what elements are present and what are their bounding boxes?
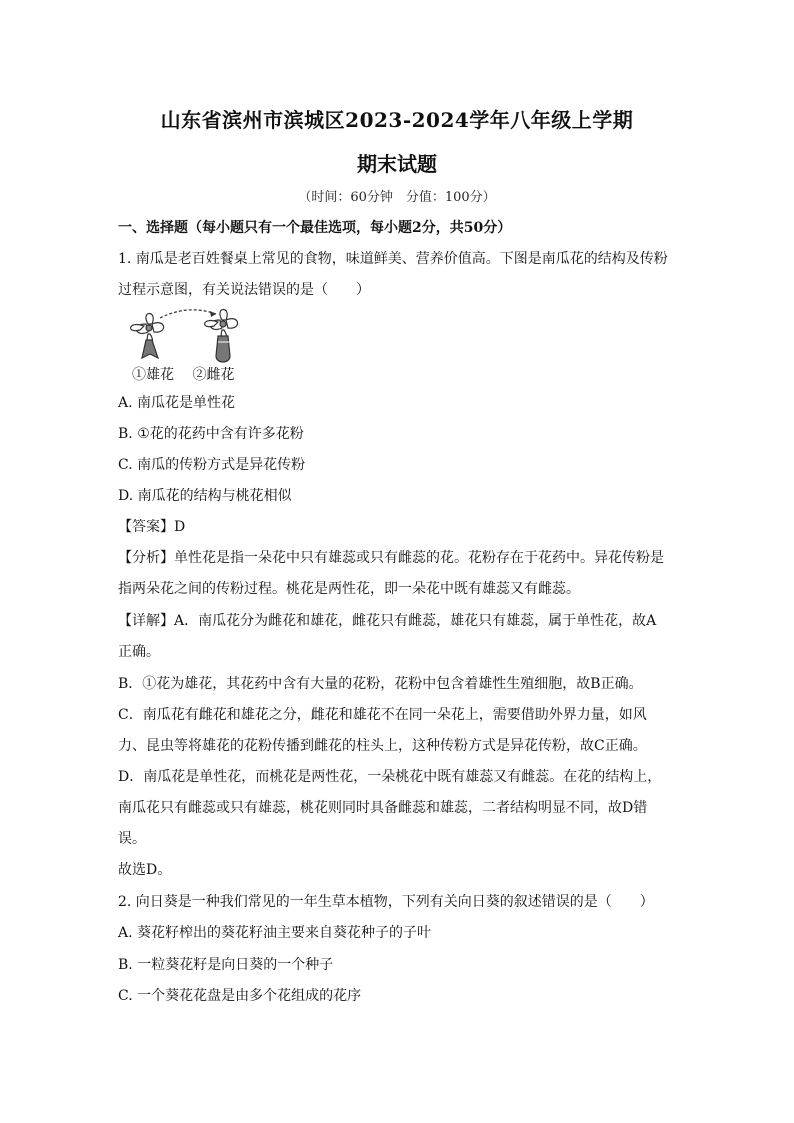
q1-detail-line: 力、昆虫等将雄花的花粉传播到雌花的柱头上，这种传粉方式是异花传粉，故C正确。 bbox=[118, 738, 647, 754]
q2-option-a: A. 葵花籽榨出的葵花籽油主要来自葵花种子的子叶 bbox=[118, 925, 432, 941]
q2-option-b: B. 一粒葵花籽是向日葵的一个种子 bbox=[118, 957, 334, 973]
arrow-head bbox=[210, 311, 216, 317]
q1-detail-line: 误。 bbox=[118, 831, 146, 847]
q1-detail-line: 【详解】A．南瓜花分为雌花和雄花，雌花只有雌蕊，雄花只有雄蕊，属于单性花，故A bbox=[118, 613, 657, 629]
male-flower-label: ①雄花 bbox=[132, 367, 174, 383]
q1-option-a: A. 南瓜花是单性花 bbox=[118, 395, 236, 411]
exam-meta: （时间：60分钟 分值：100分） bbox=[298, 190, 496, 205]
q1-detail-line: B．①花为雄花，其花药中含有大量的花粉，花粉中包含着雄性生殖细胞，故B正确。 bbox=[118, 676, 643, 692]
q2-option-c: C. 一个葵花花盘是由多个花组成的花序 bbox=[118, 988, 362, 1004]
section-heading: 一、选择题（每小题只有一个最佳选项，每小题2分，共50分） bbox=[118, 220, 512, 236]
pollination-arrow bbox=[160, 310, 216, 318]
q1-detail-line: 正确。 bbox=[118, 644, 160, 660]
exam-title-line1: 山东省滨州市滨城区2023-2024学年八年级上学期 bbox=[160, 108, 634, 132]
female-flower-icon bbox=[205, 310, 238, 363]
figure-labels bbox=[132, 364, 248, 384]
female-flower-label: ②雌花 bbox=[192, 367, 235, 383]
q1-detail-line: D．南瓜花是单性花，而桃花是两性花，一朵桃花中既有雄蕊又有雌蕊。在花的结构上， bbox=[118, 769, 662, 785]
q1-stem-line1: 1. 南瓜是老百姓餐桌上常见的食物，味道鲜美、营养价值高。下图是南瓜花的结构及传粉 bbox=[118, 251, 668, 267]
male-flower-icon bbox=[131, 314, 164, 359]
q1-conclusion: 故选D。 bbox=[118, 862, 172, 878]
q1-analysis-line1: 【分析】单性花是指一朵花中只有雄蕊或只有雌蕊的花。花粉存在于花药中。异花传粉是 bbox=[118, 550, 664, 566]
q1-option-c: C. 南瓜的传粉方式是异花传粉 bbox=[118, 457, 306, 473]
exam-title-line2: 期末试题 bbox=[357, 152, 437, 176]
q1-analysis-line2: 指两朵花之间的传粉过程。桃花是两性花，即一朵花中既有雄蕊又有雌蕊。 bbox=[118, 581, 580, 597]
q1-detail-line: C．南瓜花有雌花和雄花之分，雌花和雄花不在同一朵花上，需要借助外界力量，如风 bbox=[118, 707, 647, 723]
q1-detail-line: 南瓜花只有雌蕊或只有雄蕊，桃花则同时具备雌蕊和雄蕊，二者结构明显不同，故D错 bbox=[118, 800, 648, 816]
q1-option-d: D. 南瓜花的结构与桃花相似 bbox=[118, 488, 292, 504]
q2-stem: 2. 向日葵是一种我们常见的一年生草本植物，下列有关向日葵的叙述错误的是（ ） bbox=[118, 894, 654, 910]
q1-stem-line2: 过程示意图，有关说法错误的是（ ） bbox=[118, 282, 370, 298]
q1-option-b: B. ①花的花药中含有许多花粉 bbox=[118, 426, 304, 442]
q1-answer: 【答案】D bbox=[118, 519, 186, 535]
